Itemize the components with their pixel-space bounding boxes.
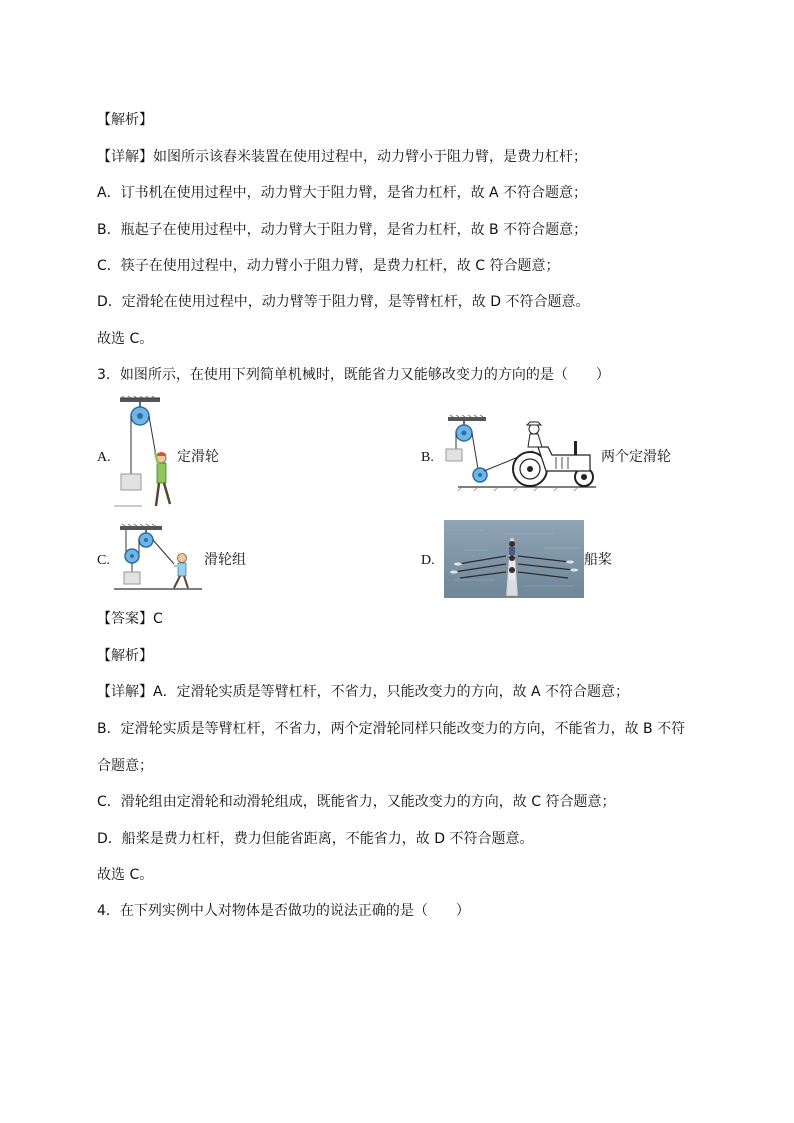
detail-line-2: 【详解】A．定滑轮实质是等臂杠杆，不省力，只能改变力的方向，故 A 不符合题意； [97,684,630,700]
detail-line: 【详解】如图所示该舂米装置在使用过程中，动力臂小于阻力臂，是费力杠杆； [97,149,587,165]
option-a-letter: A. [97,450,111,465]
option-d-caption: 船桨 [584,552,612,568]
question-4-stem: 4．在下列实例中人对物体是否做功的说法正确的是（ ） [97,903,470,919]
question-3-stem: 3．如图所示，在使用下列简单机械时，既能省力又能够改变力的方向的是（ ） [97,367,610,383]
option-b-explanation: B．瓶起子在使用过程中，动力臂大于阻力臂，是省力杠杆，故 B 不符合题意； [97,222,588,238]
answer-line: 【答案】C [97,611,163,627]
option-b-letter: B. [421,450,434,465]
option-c-letter: C. [97,553,110,568]
conclusion-2: 故选 C。 [97,867,154,883]
option-d-explanation-2: D．船桨是费力杠杆，费力但能省距离，不能省力，故 D 不符合题意。 [97,831,534,847]
option-b-explanation-2: B．定滑轮实质是等臂杠杆，不省力，两个定滑轮同样只能改变力的方向，不能省力，故 B 不符 [97,721,686,737]
option-a-explanation: A．订书机在使用过程中，动力臂大于阻力臂，是省力杠杆，故 A 不符合题意； [97,185,588,201]
option-c-explanation-2: C．滑轮组由定滑轮和动滑轮组成，既能省力，又能改变力的方向，故 C 符合题意； [97,794,616,810]
analysis-heading: 【解析】 [97,112,153,128]
pulley-block-figure [114,522,204,592]
option-b-caption: 两个定滑轮 [601,449,671,465]
option-c-caption: 滑轮组 [204,552,246,568]
option-c-explanation: C．筷子在使用过程中，动力臂小于阻力臂，是费力杠杆，故 C 符合题意； [97,258,560,274]
conclusion: 故选 C。 [97,331,154,347]
option-d-letter: D. [421,553,435,568]
option-d-explanation: D．定滑轮在使用过程中，动力臂等于阻力臂，是等臂杠杆，故 D 不符合题意。 [97,294,590,310]
rowing-boat-photo [444,520,584,598]
analysis-heading-2: 【解析】 [97,648,153,664]
option-b-explanation-2-cont: 合题意； [97,758,153,774]
option-a-caption: 定滑轮 [177,449,219,465]
fixed-pulley-figure [114,396,184,512]
tractor-pulley-figure [438,413,598,495]
